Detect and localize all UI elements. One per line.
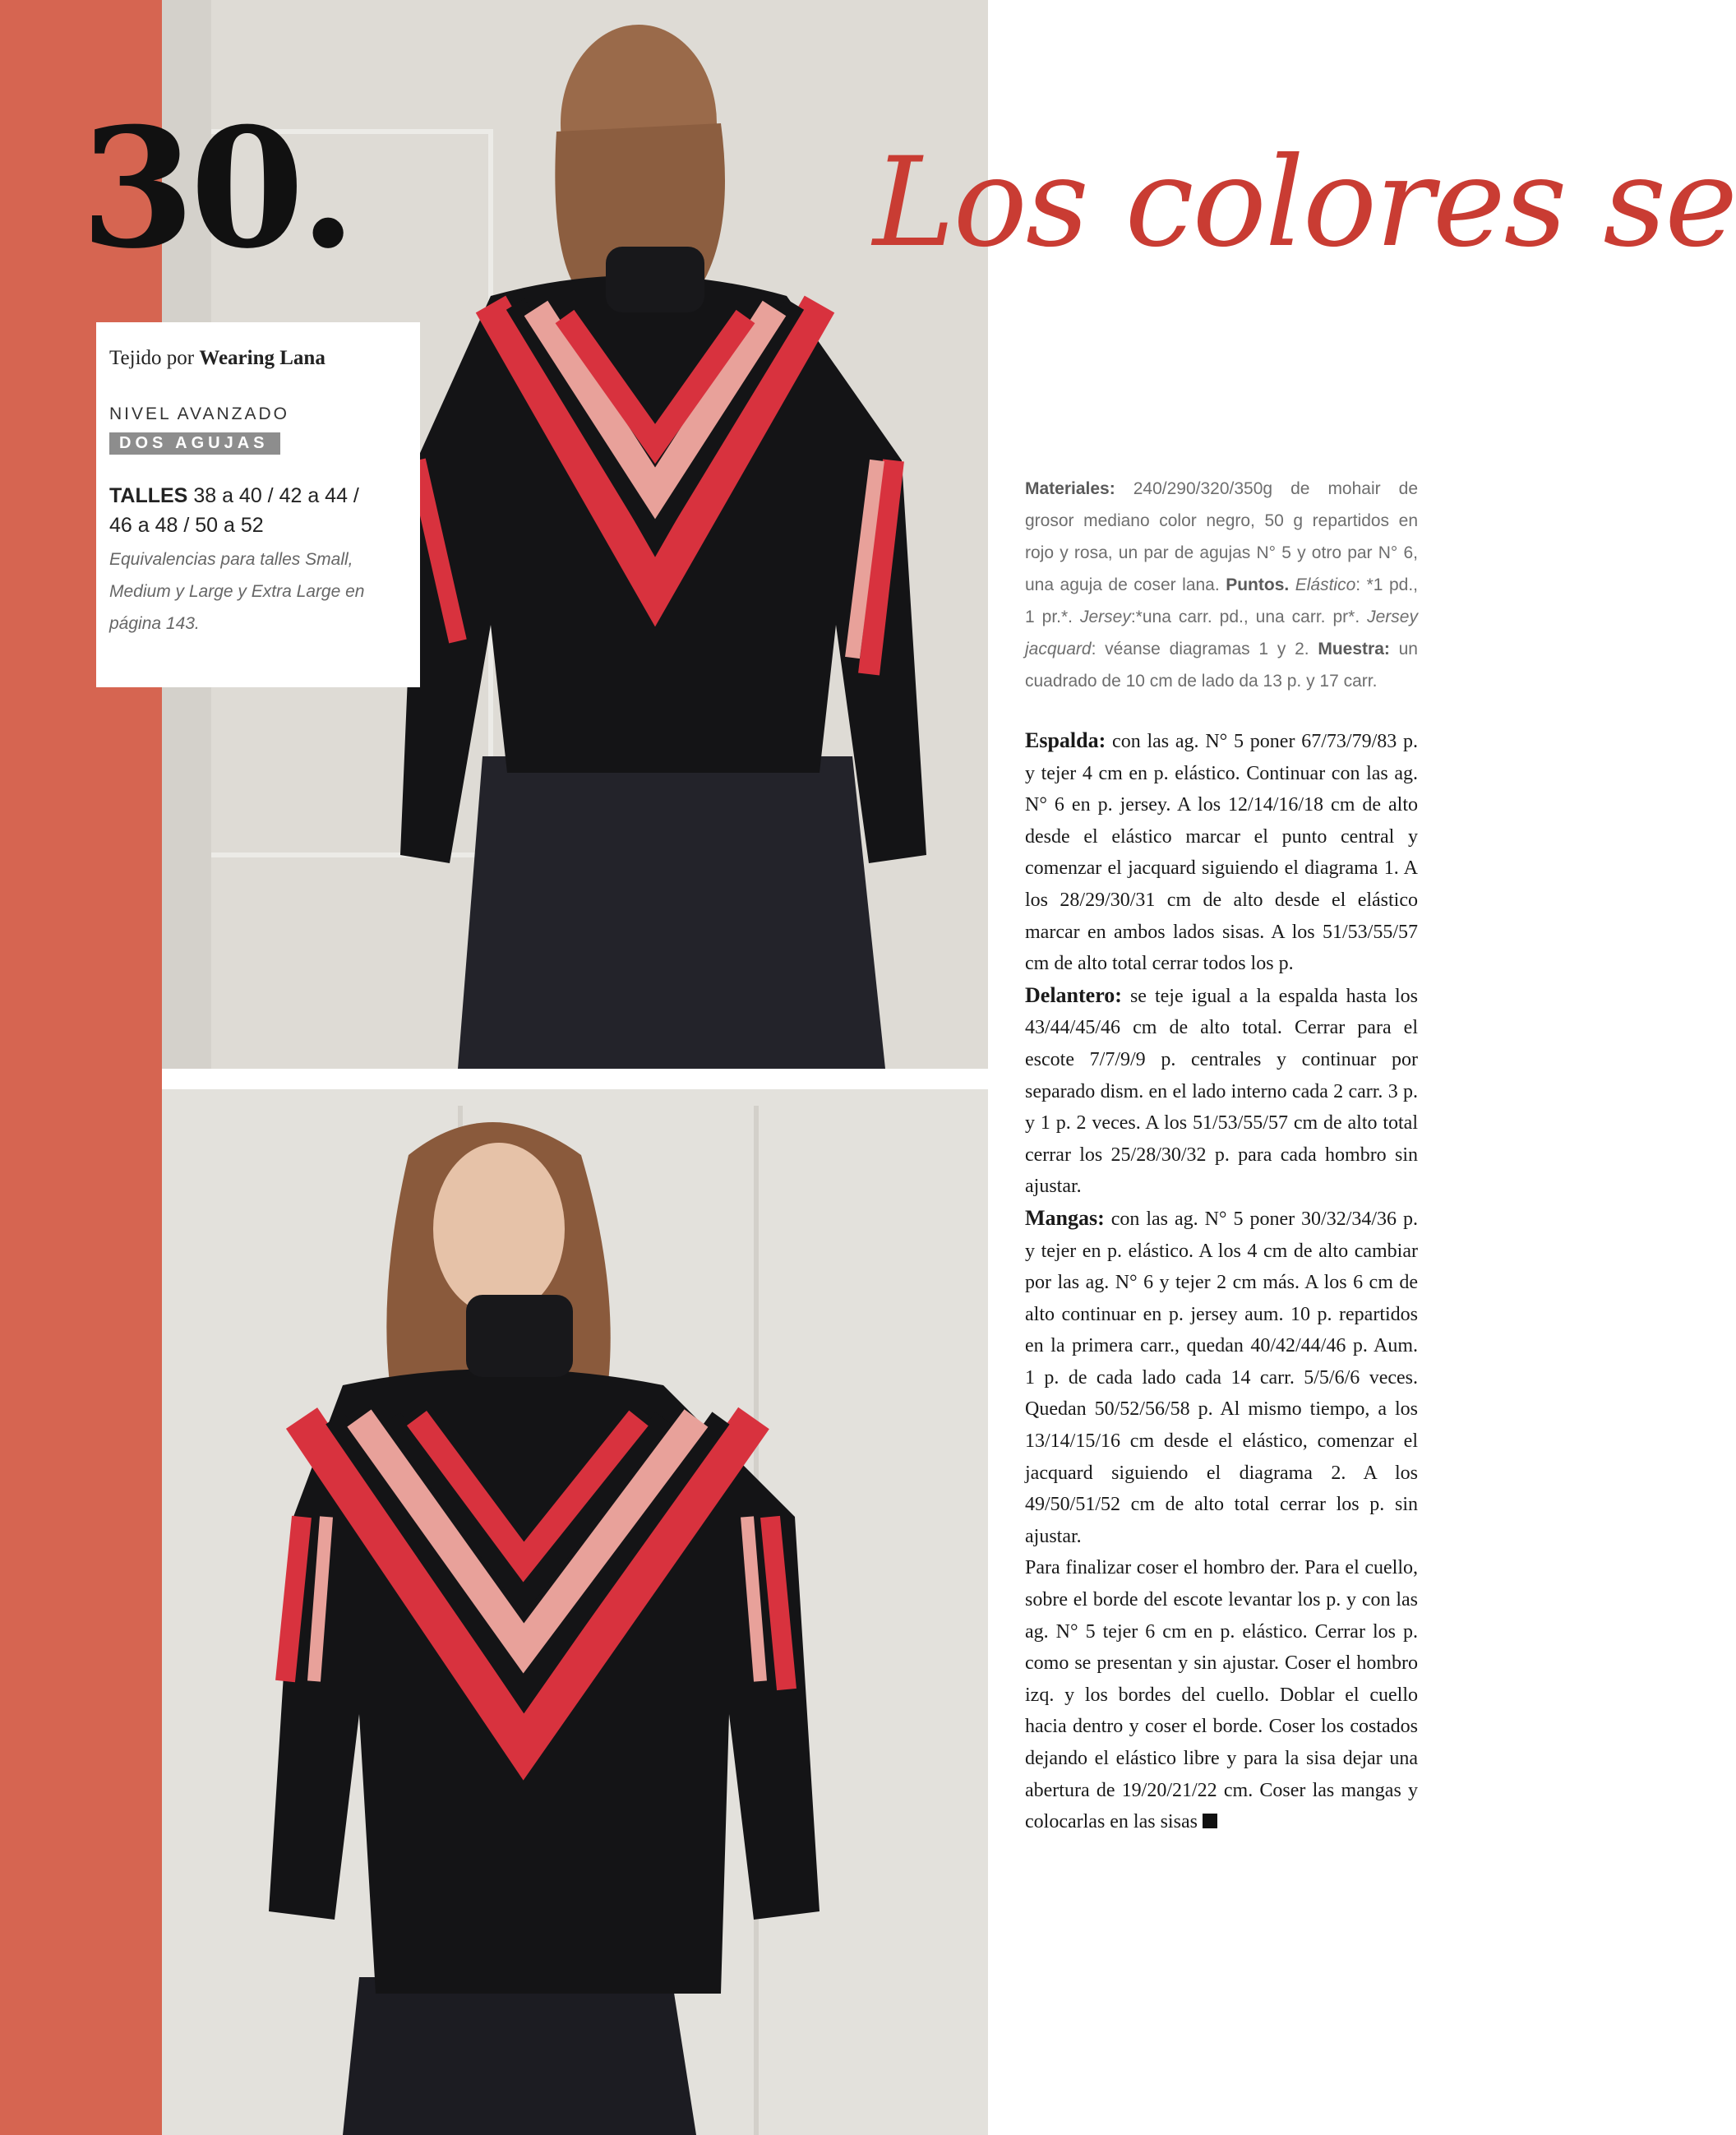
materials-text: 240/290/320/350g de mohair de grosor mediano color negro, 50 g repartidos en rojo y rosa, un par de agujas N° 5 y otro par N° 6, una aguja de coser lana. xyxy=(1025,479,1418,594)
info-card xyxy=(96,322,420,687)
side-color-band xyxy=(0,0,162,2135)
photo-front-view xyxy=(162,1089,988,2135)
materials-block xyxy=(1025,473,1418,697)
front-label: Delantero: xyxy=(1025,982,1122,1007)
gauge-text: un cuadrado de 10 cm de lado da 13 p. y 17 carr. xyxy=(1025,640,1418,691)
sizes-values: 38 a 40 / 42 a 44 / 46 a 48 / 50 a 52 xyxy=(109,484,359,537)
materials-label: Materiales: xyxy=(1025,479,1115,498)
jacquard-label: Jersey jacquard xyxy=(1025,608,1418,659)
sleeves-label: Mangas: xyxy=(1025,1205,1105,1230)
back-label: Espalda: xyxy=(1025,728,1106,752)
front-section xyxy=(1025,980,1418,1203)
size-equivalences: Equivalencias para talles Small, Medium y Large y Extra Large en página 143. xyxy=(109,550,365,633)
finish-section xyxy=(1025,1552,1418,1837)
byline-name: Wearing Lana xyxy=(199,347,326,369)
jacquard-text: : véanse diagramas 1 y 2. xyxy=(1091,640,1309,659)
elastic-text: : *1 pd., 1 pr.*. xyxy=(1025,575,1418,626)
instructions-block xyxy=(1025,725,1418,1838)
byline xyxy=(109,347,407,370)
difficulty-level: NIVEL AVANZADO xyxy=(109,404,289,423)
stitches-label: Puntos. xyxy=(1226,575,1290,594)
sizes-label: TALLES xyxy=(109,484,188,507)
sleeves-text: con las ag. N° 5 poner 30/32/34/36 p. y tejer en p. elástico. A los 4 cm de alto cambiar por las ag. N° 6 y tejer 2 cm más. A los 6 cm de alto continuar en p. jersey aum. 10 p. repartidos en la primera carr., quedan 40/42/44/46 p. Aum. 1 p. de cada lado cada 14 carr. 5/5/6/6 veces. Quedan 50/52/56/58 p. Al mismo tiempo, a los 13/14/15/16 cm desde el elástico, comenzar el jacquard siguiendo el diagrama 2. A los 49/50/51/52 cm de alto total cerrar los p. sin ajustar. xyxy=(1025,1208,1419,1547)
back-text: con las ag. N° 5 poner 67/73/79/83 p. y tejer 4 cm en p. elástico. Continuar con las ag. N° 6 en p. jersey. A los 12/14/16/18 cm de alto desde el elástico marcar el punto central y comenzar el jacquard siguiendo el diagrama 1. A los 28/29/30/31 cm de alto desde el elástico marcar en ambos lados sisas. A los 51/53/55/57 cm de alto total cerrar todos los p. xyxy=(1025,731,1419,975)
technique-badge: DOS AGUJAS xyxy=(109,432,280,455)
sizes xyxy=(109,481,381,540)
byline-prefix: Tejido por xyxy=(109,347,195,369)
end-square-icon xyxy=(1203,1814,1217,1828)
finish-text: Para finalizar coser el hombro der. Para el cuello, sobre el borde del escote levantar los p. y con las ag. N° 5 tejer 6 cm en p. elástico. Cerrar los p. como se presentan y sin ajustar. Coser el hombro izq. y los bordes del cuello. Doblar el cuello hacia dentro y coser el borde. Coser los costados dejando el elástico libre y para la sisa dejar una abertura de 19/20/21/22 cm. Coser las mangas y colocarlas en las sisas xyxy=(1025,1557,1418,1833)
sleeves-section xyxy=(1025,1203,1418,1553)
front-text: se teje igual a la espalda hasta los 43/44/45/46 cm de alto total. Cerrar para el escote 7/7/9/9 p. centrales y continuar por separado dism. en el lado interno cada 2 carr. 3 p. y 1 p. 2 veces. A los 51/53/55/57 cm de alto total cerrar los 25/28/30/32 p. para cada hombro sin ajustar. xyxy=(1025,985,1418,1198)
gauge-label: Muestra: xyxy=(1318,640,1390,659)
jersey-text: :*una carr. pd., una carr. pr*. xyxy=(1130,608,1360,626)
pattern-number: 30. xyxy=(81,92,352,285)
front-view-illustration xyxy=(162,1089,988,2135)
elastic-label: Elástico xyxy=(1295,575,1356,594)
jersey-label: Jersey xyxy=(1079,608,1131,626)
script-title: Los colores se xyxy=(873,132,1736,275)
back-section xyxy=(1025,725,1418,980)
